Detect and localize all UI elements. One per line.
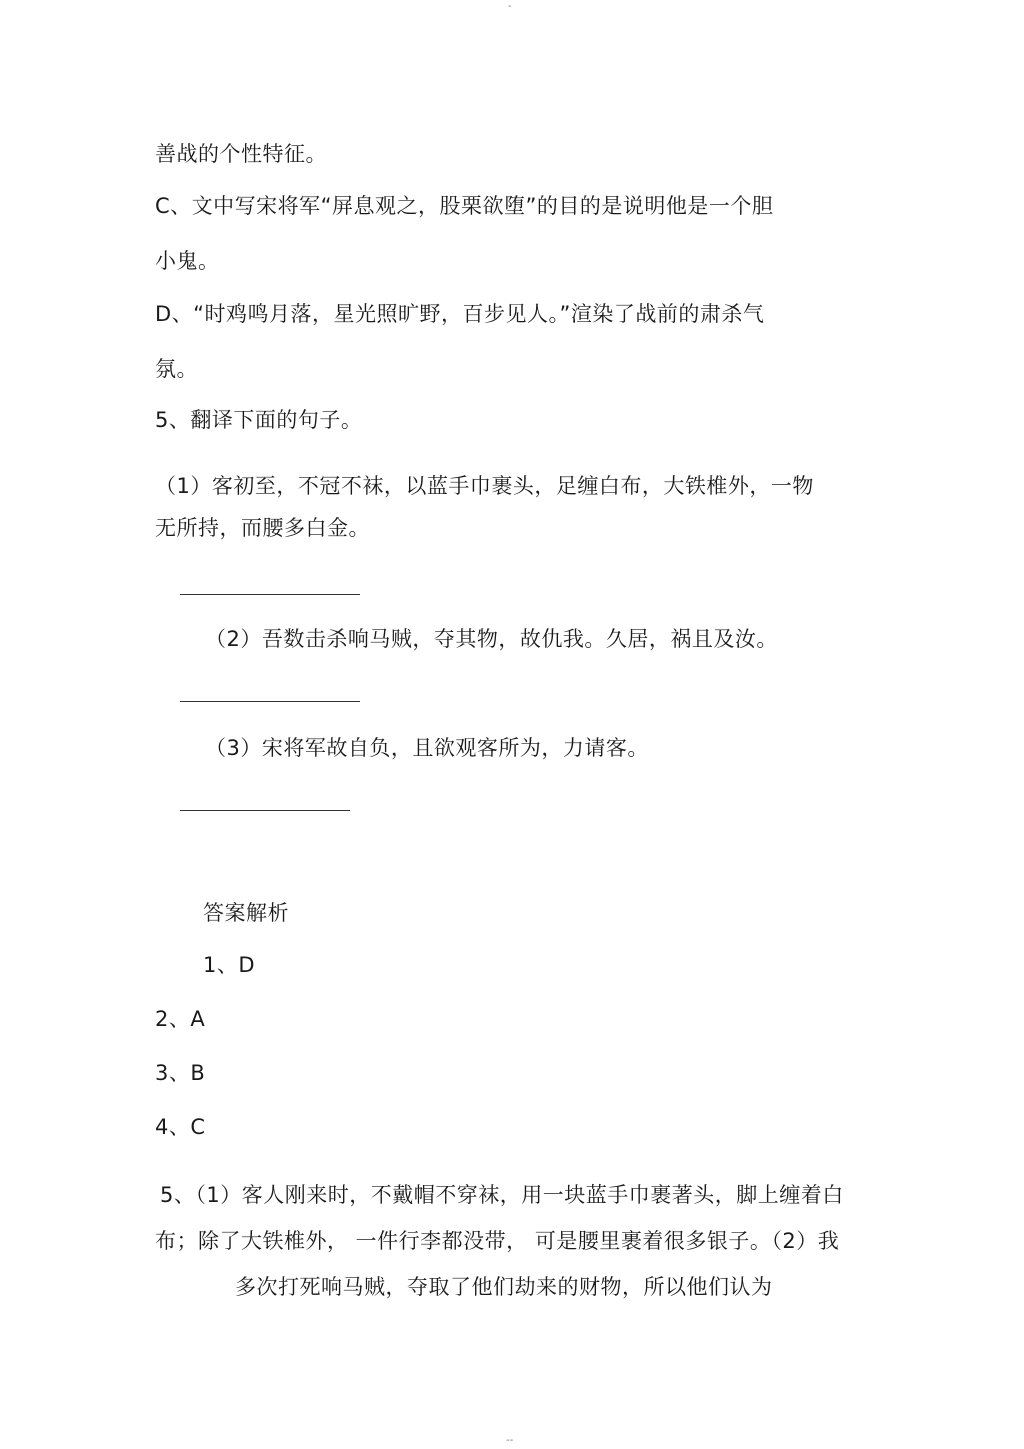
sentence-3: （3）宋将军故自负，且欲观客所为，力请客。 [205,736,649,760]
header-mark: - [508,1,512,12]
answer-5-line-3: 多次打死响马贼，夺取了他们劫来的财物，所以他们认为 [235,1275,773,1299]
option-c-line-2: 小鬼。 [155,249,220,273]
answer-2: 2、A [155,1007,206,1031]
sentence-1-line-1: （1）客初至，不冠不袜，以蓝手巾裹头，足缠白布，大铁椎外，一物 [155,474,814,498]
answer-1: 1、D [203,953,256,977]
answer-blank-3 [180,810,350,811]
option-b-continuation: 善战的个性特征。 [155,142,327,166]
sentence-1-line-2: 无所持，而腰多白金。 [155,516,370,540]
answer-5-line-1: 5、（1）客人刚来时，不戴帽不穿袜，用一块蓝手巾裹著头，脚上缠着白 [160,1183,844,1207]
answer-blank-1 [180,594,360,595]
answer-blank-2 [180,701,360,702]
sentence-2: （2）吾数击杀响马贼，夺其物，故仇我。久居，祸且及汝。 [205,627,778,651]
footer-mark: -- [506,1435,514,1446]
option-c-line-1: C、文中写宋将军“屏息观之，股栗欲堕”的目的是说明他是一个胆 [155,194,774,218]
question-5-prompt: 5、翻译下面的句子。 [155,408,363,432]
option-d-line-1: D、“时鸡鸣月落，星光照旷野，百步见人。”渲染了战前的肃杀气 [155,302,765,326]
answers-heading: 答案解析 [203,901,289,925]
answer-3: 3、B [155,1061,206,1085]
option-d-line-2: 氛。 [155,357,198,381]
answer-4: 4、C [155,1115,206,1139]
answer-5-line-2: 布；除了大铁椎外， 一件行李都没带， 可是腰里裹着很多银子。（2）我 [155,1229,840,1253]
